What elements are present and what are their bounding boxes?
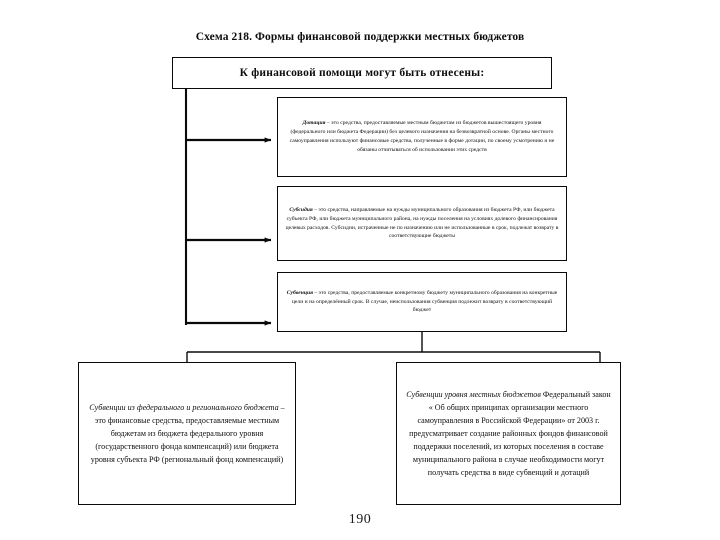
definition-box-subvenciya — [277, 272, 567, 332]
page-number: 190 — [348, 512, 372, 527]
leaf-box-federal-regional-subventions — [78, 362, 296, 505]
definition-text: Субвенция – это средства, предоставляемые конкретному бюджету муниципального образования на конкретные цели и на определённый срок. В случае, неиспользования субвенция подлежит возврату в соответствующий бюджет — [286, 289, 558, 314]
definition-text: Дотация – это средства, предоставляемые местным бюджетам из бюджетов вышестоящего уровня (федерального или бюджета Федерации) без целевого назначения на безвозвратной основе. Органы местного самоуправления используют финансовые средства, полученные в форме дотации, по своему усмотрению и не обязаны отчитываться об использовании этих средств — [289, 120, 555, 153]
leaf-text: Субвенции из федерального и регионального бюджета – это финансовые средства, предоставляемые местным бюджетам из бюджета федерального уровня (государственного фонда компенсаций) или бюджета уровня субъекта РФ (региональный фонд компенсаций) — [89, 402, 285, 465]
page-title: Схема 218. Формы финансовой поддержки местных бюджетов — [195, 31, 525, 43]
header-box-label: К финансовой помощи могут быть отнесены: — [239, 67, 485, 79]
definition-text: Субсидия – это средства, направляемые на нужды муниципального образования из бюджета РФ, или бюджета субъекта РФ, или бюджета муниципального района, на нужды поселения на условиях долевого финансирования целевых расходов. Субсидии, истраченные не по назначению или не использованные в срок, подлежат возврату в соответствующие бюджеты — [285, 206, 559, 240]
definition-box-subsidia — [277, 186, 567, 261]
definition-box-dotacia — [277, 97, 567, 177]
leaf-text: Субвенции уровня местных бюджетов Федеральный закон « Об общих принципах организации местного самоуправления в Российской Федерации» от 2003 г. предусматривает создание районных фондов финансовой поддержки поселений, из которых поселения в составе муниципального района в случае необходимости могут получать средства в виде субвенций и дотаций — [406, 389, 611, 478]
leaf-box-local-budget-subventions — [396, 362, 621, 505]
header-box — [172, 57, 552, 89]
